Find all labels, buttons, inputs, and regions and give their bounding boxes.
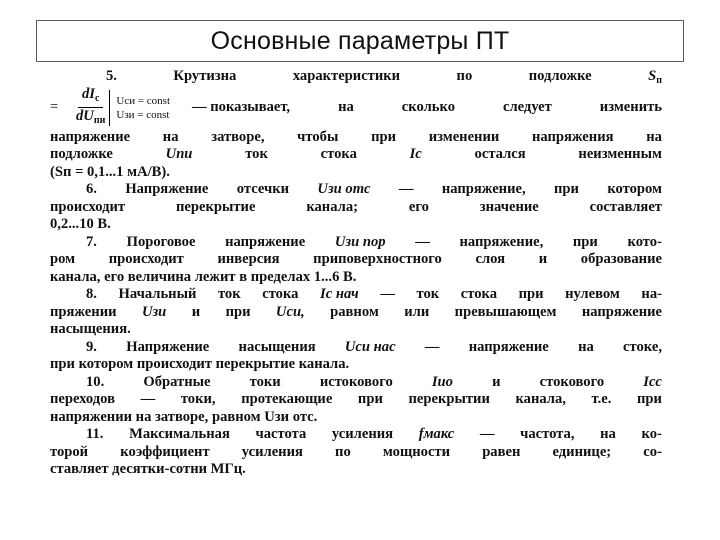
text-fragment: приповерхностного <box>313 251 442 267</box>
text-fragment: Пороговое <box>126 233 196 250</box>
p10-line1 <box>50 374 662 392</box>
text-fragment: равен <box>482 443 521 460</box>
text-fragment: отсечки <box>236 181 290 197</box>
text-fragment: Начальный <box>118 286 197 302</box>
p5-word: характеристики <box>292 68 401 84</box>
text-fragment: при <box>637 391 662 407</box>
formula-fraction <box>76 86 105 129</box>
text-fragment: при <box>371 128 396 145</box>
text-fragment: насыщения. <box>50 321 131 337</box>
text-fragment: стокового <box>539 373 605 390</box>
p5-number: 5. <box>106 68 117 84</box>
text-fragment: на <box>578 338 594 355</box>
text-fragment: образование <box>580 251 662 267</box>
p5-line5 <box>50 164 662 182</box>
p11-line2 <box>50 444 662 462</box>
text-fragment: и <box>538 251 548 267</box>
text-fragment: Напряжение <box>126 338 210 355</box>
formula-rest <box>192 99 662 117</box>
text-fragment: 10. <box>86 373 105 390</box>
text-fragment: следует <box>502 98 552 115</box>
text-fragment: пи <box>93 115 106 126</box>
text-fragment: частота <box>255 426 307 442</box>
text-fragment: канала, <box>515 391 566 407</box>
text-fragment: — <box>380 286 395 302</box>
p7-line2 <box>50 251 662 269</box>
p8-line2 <box>50 304 662 322</box>
p10-line3 <box>50 409 662 427</box>
text-fragment: Напряжение <box>125 181 209 197</box>
text-fragment: превышающем <box>454 303 557 320</box>
text-fragment: остался <box>474 146 526 162</box>
text-fragment: на <box>162 128 179 145</box>
p6-line1 <box>50 181 662 199</box>
text-fragment: Ic нач <box>320 286 359 302</box>
text-fragment: сколько <box>401 98 455 115</box>
text-fragment: токи, <box>180 391 216 407</box>
p7-line1 <box>50 234 662 252</box>
p8-line1 <box>50 286 662 304</box>
text-fragment: п <box>656 75 662 86</box>
text-fragment: протекающие <box>241 391 333 407</box>
condition-1: Uси = const <box>116 94 171 107</box>
text-fragment: при котором происходит перекрытие канала. <box>50 356 350 372</box>
slide-title: Основные параметры ПТ <box>210 26 510 55</box>
text-fragment <box>78 86 103 108</box>
text-fragment: Iио <box>431 373 453 390</box>
text-fragment: при <box>357 391 383 407</box>
text-fragment: напряжение, <box>459 233 544 250</box>
text-fragment: истокового <box>319 373 393 390</box>
text-fragment: частота, <box>520 426 575 442</box>
p9-line2 <box>50 356 662 374</box>
text-fragment: или <box>404 303 430 320</box>
text-fragment: 0,2...10 В. <box>50 216 111 232</box>
text-fragment: Uзи отс <box>317 181 371 197</box>
formula-conditions <box>116 94 170 122</box>
text-fragment: — <box>140 391 156 407</box>
formula-equals: = <box>50 98 59 115</box>
text-fragment: напряжении на затворе, равном Uзи отс. <box>50 408 318 425</box>
text-fragment: переходов <box>50 391 116 407</box>
text-fragment: токи <box>249 373 281 390</box>
text-fragment: составляет <box>589 198 662 215</box>
text-fragment: и <box>191 303 201 320</box>
text-fragment: Uзи пор <box>334 233 386 250</box>
formula-bar <box>109 90 110 126</box>
p5-word: Крутизна <box>173 68 237 84</box>
text-fragment: на <box>338 98 354 115</box>
text-fragment: — <box>398 181 414 197</box>
text-fragment: при <box>225 303 251 320</box>
p5-line3 <box>50 129 662 147</box>
text-fragment: котором <box>607 181 662 197</box>
text-fragment: напряжение <box>468 338 549 355</box>
slide-title-box <box>36 20 684 62</box>
text-fragment: Uси нас <box>344 338 396 355</box>
condition-2: Uзи = const <box>116 108 170 121</box>
p5-word: подложке <box>528 68 592 84</box>
text-fragment: S <box>648 68 657 84</box>
text-fragment: Uзи <box>141 303 167 320</box>
text-fragment: на <box>646 128 662 145</box>
text-fragment: на- <box>641 286 662 302</box>
text-fragment: стоке, <box>623 338 662 355</box>
text-fragment: Iсс <box>643 373 662 390</box>
text-fragment: 6. <box>86 181 97 197</box>
text-fragment: канала; <box>306 198 358 215</box>
text-fragment: изменении <box>428 128 500 145</box>
text-fragment: равном <box>330 303 379 320</box>
text-fragment: Максимальная <box>129 426 230 442</box>
text-fragment: затворе, <box>211 128 265 145</box>
text-fragment: — <box>415 233 430 250</box>
p8-line3 <box>50 321 662 339</box>
text-fragment <box>76 108 105 129</box>
text-fragment: напряжения <box>531 128 614 145</box>
text-fragment: коэффициент <box>120 443 210 460</box>
text-fragment: напряжение, <box>441 181 526 197</box>
text-fragment: пряжении <box>50 303 117 320</box>
text-fragment: стока <box>460 286 497 302</box>
p5-formula <box>50 86 662 126</box>
text-fragment: усиления <box>241 443 303 460</box>
text-fragment: ставляет десятки-сотни МГц. <box>50 461 246 477</box>
text-fragment: изменить <box>599 98 662 115</box>
text-fragment: fмакс <box>418 426 455 442</box>
text-fragment: при <box>518 286 544 302</box>
p5-line1 <box>50 68 662 86</box>
text-fragment: канала, его величина лежит в пределах 1...6 В. <box>50 268 357 285</box>
p11-line1 <box>50 426 662 444</box>
text-fragment: со- <box>643 443 662 460</box>
text-fragment: стока <box>262 286 299 302</box>
text-fragment: на <box>600 426 616 442</box>
p7-line3 <box>50 269 662 287</box>
text-fragment: 9. <box>86 338 97 355</box>
text-fragment: (Sп = 0,1...1 мА/В). <box>50 163 170 180</box>
p10-line2 <box>50 391 662 409</box>
text-fragment: ток <box>416 286 440 302</box>
text-fragment: c <box>94 93 100 104</box>
text-fragment: — показывает, <box>192 98 291 115</box>
text-fragment: значение <box>479 198 539 215</box>
document-text <box>50 68 662 479</box>
text-fragment: происходит <box>50 198 126 215</box>
text-fragment: кото- <box>627 233 662 250</box>
text-fragment: dU <box>76 108 94 124</box>
text-fragment: слоя <box>475 251 506 267</box>
text-fragment: 7. <box>86 233 97 250</box>
text-fragment: происходит <box>108 251 184 267</box>
text-fragment: единице; <box>552 443 612 460</box>
text-fragment: Uпи <box>165 146 193 162</box>
text-fragment: — <box>424 338 440 355</box>
p6-line3 <box>50 216 662 234</box>
text-fragment: напряжение <box>225 233 306 250</box>
p9-line1 <box>50 339 662 357</box>
text-fragment: усиления <box>331 426 394 442</box>
p5-word: по <box>456 68 473 84</box>
text-fragment: насыщения <box>238 338 316 355</box>
text-fragment: перекрытие <box>175 198 256 215</box>
text-fragment: напряжение <box>50 128 131 145</box>
text-fragment: т.е. <box>591 391 612 407</box>
text-fragment: — <box>479 426 495 442</box>
text-fragment: ток <box>217 286 241 302</box>
text-fragment: инверсия <box>217 251 280 267</box>
text-fragment: Ic <box>409 146 422 162</box>
text-fragment: при <box>572 233 598 250</box>
text-fragment: ко- <box>641 426 662 442</box>
text-fragment: неизменным <box>578 146 662 162</box>
p5-symbol <box>648 68 662 86</box>
text-fragment: напряжение <box>581 303 662 320</box>
p6-line2 <box>50 199 662 217</box>
text-fragment: его <box>408 198 429 215</box>
text-fragment: чтобы <box>297 128 339 145</box>
text-fragment: при <box>554 181 579 197</box>
text-fragment: мощности <box>382 443 451 460</box>
text-fragment: Uси, <box>275 303 305 320</box>
p11-line3 <box>50 461 662 479</box>
text-fragment: по <box>335 443 351 460</box>
text-fragment: и <box>492 373 501 390</box>
text-fragment: ром <box>50 251 76 267</box>
text-fragment: подложке <box>50 146 113 162</box>
text-fragment: dI <box>81 86 95 102</box>
text-fragment: перекрытии <box>408 391 490 407</box>
text-fragment: 11. <box>86 426 104 442</box>
text-fragment: ток <box>245 146 268 162</box>
p5-line4 <box>50 146 662 164</box>
text-fragment: стока <box>320 146 357 162</box>
text-fragment: Обратные <box>143 373 211 390</box>
text-fragment: торой <box>50 443 89 460</box>
text-fragment: нулевом <box>565 286 620 302</box>
text-fragment: 8. <box>86 286 97 302</box>
